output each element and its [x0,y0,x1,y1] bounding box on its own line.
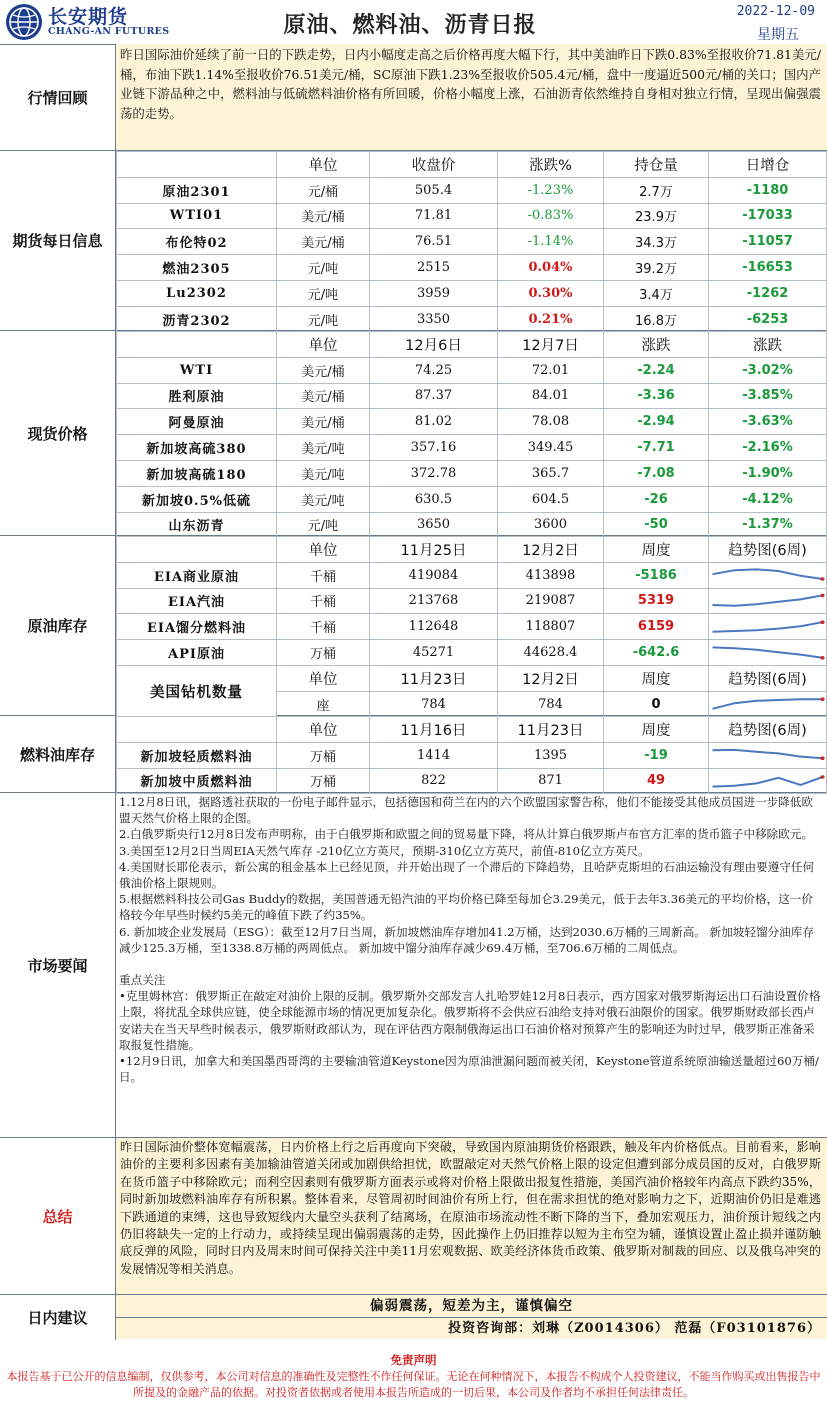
table-row: 新加坡中质燃料油 万桶 822 871 49 [117,768,827,794]
intraday-advice-section [0,1295,827,1340]
sparkline-last-point [820,775,824,779]
trend-sparkline [709,614,827,640]
sparkline-last-point [820,656,824,660]
table-row: 布伦特02 美元/桶 76.51 -1.14% 34.3万 -11057 [117,229,827,255]
news-list [116,793,827,1085]
table-row: API原油 万桶 45271 44628.4 -642.6 [117,640,827,666]
trend-sparkline [709,768,827,794]
disclaimer [0,1352,827,1401]
brand-name-en: CHANG-AN FUTURES [48,26,170,37]
section-label: 现货价格 [0,331,116,535]
table-row: EIA商业原油 千桶 419084 413898 -5186 [117,562,827,588]
sparkline-chart [709,616,826,638]
sparkline-chart [709,564,826,586]
table-row: 新加坡轻质燃料油 万桶 1414 1395 -19 [117,742,827,768]
table-row: WTI 美元/桶 74.25 72.01 -2.24 -3.02% [117,357,827,383]
sparkline-chart [709,693,826,715]
sparkline-chart [709,744,826,766]
table-row: 沥青2302 元/吨 3350 0.21% 16.8万 -6253 [117,306,827,332]
market-news-section [0,793,827,1138]
sparkline-line [713,777,823,787]
futures-table [116,151,827,333]
news-item: 5.根据燃料科技公司Gas Buddy的数据，美国普通无铅汽油的平均价格已降至每加仑3.29美元，低于去年3.36美元的平均价格，这一价格较今年早些时候约5美元的峰值下跌了约35%。 [119,892,813,923]
section-label: 期货每日信息 [0,151,116,330]
table-row: Lu2302 元/吨 3959 0.30% 3.4万 -1262 [117,280,827,306]
news-item: 4.美国财长耶伦表示，新公寓的租金基本上已经见顶，并开始出现了一个滞后的下降趋势，且哈萨克斯坦的石油运输没有理由要遵守任何俄油价格上限规则。 [119,859,815,891]
futures-section [0,151,827,331]
section-label: 总结 [0,1138,116,1294]
sparkline-last-point [820,594,824,598]
sparkline-chart [709,770,826,792]
focus-item: •克里姆林宫：俄罗斯正在敲定对油价上限的反制。俄罗斯外交部发言人扎哈罗娃12月8日表示，西方国家对俄罗斯海运出口石油设置价格上限，将扰乱全球供应链，使全球能源市场的情况更加复杂化。俄罗斯将不会供应石油给支持对俄石油限价的国家。俄罗斯财政部长西卢安诺夫在当天早些时候表示，俄罗斯财政部认为，现在评估西方限制俄海运出口石油价格对预算产生的影响还为时过早，俄罗斯正准备采取报复性措施。 [119,989,821,1052]
sparkline-line [713,699,823,709]
table-row: 新加坡高硫380 美元/吨 357.16 349.45 -7.71 -2.16% [117,435,827,461]
sparkline-line [713,622,823,632]
trend-sparkline [709,562,827,588]
section-label: 行情回顾 [0,44,116,150]
table-row: WTI01 美元/桶 71.81 -0.83% 23.9万 -17033 [117,203,827,229]
table-row: 新加坡0.5%低硫 美元/吨 630.5 604.5 -26 -4.12% [117,486,827,512]
sparkline-last-point [820,757,824,761]
sparkline-line [713,647,823,657]
sparkline-line [713,750,823,758]
news-item: 2.白俄罗斯央行12月8日发布声明称，由于白俄罗斯和欧盟之间的贸易量下降，将从计算白俄罗斯卢布官方汇率的货币篮子中移除欧元。 [119,827,814,842]
sparkline-last-point [820,577,824,581]
disclaimer-title: 免责声明 [390,1353,437,1367]
spot-price-section [0,331,827,536]
news-item: 6. 新加坡企业发展局（ESG）：截至12月7日当周，新加坡燃油库存增加41.2万桶，达到2030.6万桶的三周新高。 新加坡轻馏分油库存减少125.3万桶，至1338.8万桶的两周低点。 新加坡中馏分油库存减少69.4万桶，至706.6万桶的二周低点。 [119,924,814,955]
crude-stock-table [116,536,827,718]
sparkline-chart [709,590,826,612]
sparkline-last-point [820,698,824,702]
table-header-row: 单位 收盘价 涨跌% 持仓量 日增仓 [117,152,827,178]
table-row: 山东沥青 元/吨 3650 3600 -50 -1.37% [117,512,827,538]
summary-text: 昨日国际油价整体宽幅震荡，日内价格上行之后再度向下突破，导致国内原油期货价格跟跌，触及年内价格低点。目前看来，影响油价的主要利多因素有美加输油管道关闭或加剧供给担忧，欧盟敲定对天然气价格上限的设定但遭到部分成员国的反对，白俄罗斯在货币篮子中移除欧元；而利空因素则有俄罗斯方面表示或将对价格上限做出报复性措施，美国汽油价格较年内高点下跌约35%，同时新加坡燃料油库存有所积累。整体看来，尽管周初时间油价有所上行，但在需求担忧的绝对影响力之下，近期油价仍旧是难逃下跌通道的束缚，这也导致短线内大量空头获利了结离场，在原油市场流动性不断下降的当下，叠加宏观压力，油价预计短线之内仍旧将缺失一定的上行动力，或持续呈现出偏弱震荡的走势，因此操作上仍旧推荐以短为主布空为辅，谨慎设置止盈止损并谨防触底反弹的风险，同时日内及周末时间可保持关注中美11月宏观数据、欧美经济体货币政策、俄罗斯对制裁的回应、以及俄乌冲突的发展情况等相关消息。 [120,1140,821,1276]
intraday-advice: 偏弱震荡，短差为主，谨慎偏空 [116,1295,827,1318]
report-header [0,0,827,45]
spot-price-table [116,331,827,538]
fuel-stock-section [0,716,827,793]
focus-item: •12月9日讯，加拿大和美国墨西哥湾的主要输油管道Keystone因为原油泄漏问题而被关闭，Keystone管道系统原油输送量超过60万桶/日。 [119,1054,819,1085]
news-item: 3.美国至12月2日当周EIA天然气库存 -210亿立方英尺，预期-310亿立方英尺，前值-810亿立方英尺。 [119,843,650,858]
table-row: 原油2301 元/桶 505.4 -1.23% 2.7万 -1180 [117,177,827,203]
table-row: 胜利原油 美元/桶 87.37 84.01 -3.36 -3.85% [117,383,827,409]
brand-name-cn: 长安期货 [48,6,129,28]
trend-sparkline [709,588,827,614]
table-header-row: 单位 12月6日 12月7日 涨跌 涨跌 [117,332,827,358]
table-row: EIA馏分燃料油 千桶 112648 118807 6159 [117,614,827,640]
table-row: 座 784 784 0 [117,691,827,717]
table-header-row: 单位 11月25日 12月2日 周度 趋势图(6周) [117,537,827,563]
trend-sparkline [709,742,827,768]
crude-stock-section [0,536,827,716]
news-item: 1.12月8日讯，据路透社获取的一份电子邮件显示，包括德国和荷兰在内的六个欧盟国家警告称，他们不能接受其他成员国进一步降低欧盟天然气价格上限的企图。 [119,795,814,826]
market-review-text: 昨日国际油价延续了前一日的下跌走势，日内小幅度走高之后价格再度大幅下行，其中美油昨日下跌0.83%至报收价71.81美元/桶，布油下跌1.14%至报收价76.51美元/桶，SC原油下跌1.23%至报收价505.4元/桶，盘中一度逼近500元/桶的关口；国内产业链下游品种之中，燃料油与低硫燃料油价格有所回暖，价格小幅度上涨，石油沥青依然维持自身相对独立行情，呈现出偏强震荡的走势。 [120,47,821,121]
sparkline-line [713,570,823,580]
section-label: 原油库存 [0,536,116,715]
trend-sparkline [709,691,827,717]
summary-section [0,1138,827,1295]
sparkline-chart [709,642,826,664]
report-date: 2022-12-09 [736,4,815,19]
sparkline-line [713,595,823,605]
report-title: 原油、燃料油、沥青日报 [283,13,537,38]
table-row: 阿曼原油 美元/桶 81.02 78.08 -2.94 -3.63% [117,409,827,435]
table-row: EIA汽油 千桶 213768 219087 5319 [117,588,827,614]
section-label: 燃料油库存 [0,716,116,792]
globe-logo-icon [4,2,44,42]
fuel-stock-table [116,716,827,794]
section-label: 市场要闻 [0,793,116,1137]
rig-count-name: 美国钻机数量 [117,665,277,717]
consultant-line: 投资咨询部：刘琳（Z0014306） 范磊（F03101876） [116,1318,827,1339]
trend-sparkline [709,640,827,666]
focus-title: 重点关注 [119,973,166,988]
table-header-row: 单位 11月16日 11月23日 周度 趋势图(6周) [117,717,827,743]
sparkline-last-point [820,620,824,624]
disclaimer-text: 本报告基于已公开的信息编制，仅供参考，本公司对信息的准确性及完整性不作任何保证。无论在何种情况下，本报告不构成个人投资建议，不能当作购买或出售报告中所提及的金融产品的依据。对投资者依据或者使用本报告所造成的一切后果，本公司及作者均不承担任何法律责任。 [6,1370,821,1399]
report-weekday: 星期五 [757,27,799,43]
section-label: 日内建议 [0,1295,116,1340]
table-row: 燃油2305 元/吨 2515 0.04% 39.2万 -16653 [117,255,827,281]
market-review-section [0,44,827,151]
rig-header-row: 美国钻机数量 单位 11月23日 12月2日 周度 趋势图(6周) [117,665,827,691]
table-row: 新加坡高硫180 美元/吨 372.78 365.7 -7.08 -1.90% [117,460,827,486]
